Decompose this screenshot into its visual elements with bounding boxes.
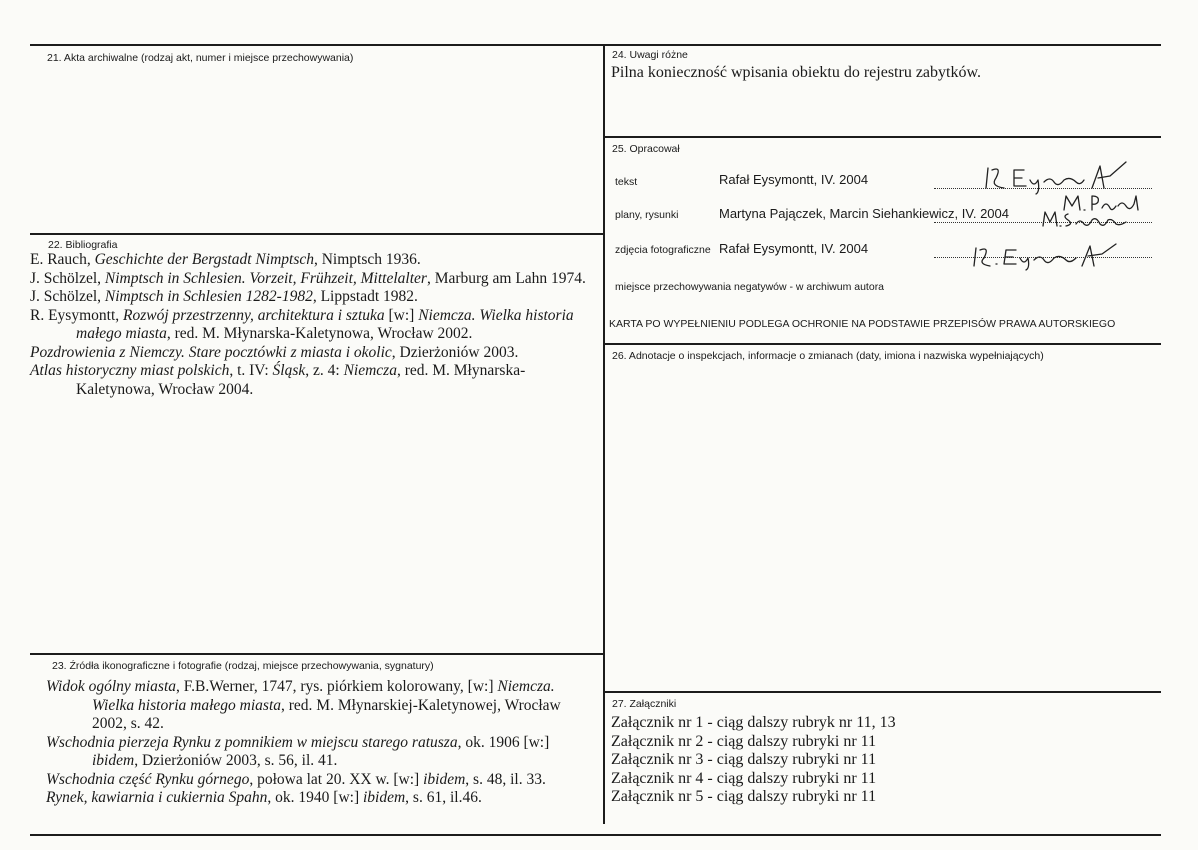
section-27-label: 27. Załączniki	[612, 698, 677, 710]
author-plans: Martyna Pajączek, Marcin Siehankiewicz, IV. 2004	[719, 206, 1009, 221]
negatives-storage: miejsce przechowywania negatywów - w archiwum autora	[615, 281, 885, 293]
role-photos: zdjęcia fotograficzne	[615, 244, 711, 256]
bibliography-entry	[30, 362, 598, 399]
iconography-entry	[46, 734, 599, 771]
bibliography-entry-segment: , t. IV:	[229, 362, 273, 379]
divider-21-22	[30, 233, 603, 235]
iconography-entry-segment: Widok ogólny miasta	[46, 678, 177, 695]
signature-siehankiewicz	[1040, 206, 1130, 230]
bibliography-entry-segment: , Marburg am Lahn 1974.	[426, 269, 586, 287]
bibliography-entry-segment: Geschichte der Bergstadt Nimptsch	[94, 251, 314, 268]
bibliography-entry-segment: , Nimptsch 1936.	[313, 251, 421, 268]
role-text: tekst	[615, 176, 638, 188]
bibliography-entry	[30, 288, 598, 307]
iconography-entry-segment: , F.B.Werner, 1747, rys. piórkiem kolorowany, [w:]	[176, 678, 498, 695]
iconography-entry	[46, 771, 599, 790]
section-25-label: 25. Opracował	[612, 143, 680, 155]
bibliography-entry	[30, 270, 598, 289]
bibliography-entry-segment: R. Eysymontt,	[30, 306, 124, 324]
divider-22-23	[30, 653, 603, 655]
section-26-label: 26. Adnotacje o inspekcjach, informacje o zmianach (daty, imiona i nazwiska wypełniających)	[612, 350, 1044, 362]
iconography-entry-segment: ibidem	[92, 752, 135, 769]
iconography-entry	[46, 678, 599, 734]
iconography-entry-segment: , s. 48, il. 33.	[465, 770, 546, 788]
iconography-entry-segment: Wschodnia część Rynku górnego	[46, 770, 250, 788]
bibliography-list	[30, 251, 598, 399]
iconography-entry-segment: , red. M. Młynarskiej-Kaletynowej, Wrocław 2002, s. 42.	[92, 696, 561, 732]
bibliography-entry-segment: Nimptsch in Schlesien. Vorzeit, Frühzeit, Mittelalter	[104, 269, 427, 287]
attachment-item-5: Załącznik nr 5 - ciąg dalszy rubryki nr 11	[611, 788, 877, 805]
top-border	[30, 44, 1161, 46]
bottom-border	[30, 834, 1161, 836]
bibliography-entry-segment: , red. M. Młynarska-Kaletynowa, Wrocław 2002.	[166, 325, 473, 342]
divider-24-25	[605, 136, 1161, 138]
author-text: Rafał Eysymontt, IV. 2004	[719, 172, 869, 187]
iconography-entry-segment: Wschodnia pierzeja Rynku z pomnikiem w miejscu starego ratusza	[46, 733, 458, 751]
bibliography-entry	[30, 307, 598, 344]
iconography-entry	[46, 789, 599, 808]
copyright-notice: KARTA PO WYPEŁNIENIU PODLEGA OCHRONIE NA PODSTAWIE PRZEPISÓW PRAWA AUTORSKIEGO	[609, 318, 1116, 330]
remarks-text: Pilna konieczność wpisania obiektu do rejestru zabytków.	[611, 64, 981, 81]
iconography-entry-segment: , połowa lat 20. XX w. [w:]	[249, 770, 424, 788]
bibliography-entry-segment: Niemcza	[343, 362, 397, 379]
iconography-entry-segment: ibidem	[423, 770, 466, 788]
bibliography-entry-segment: J. Schölzel,	[30, 288, 105, 305]
bibliography-entry-segment: [w:]	[384, 306, 419, 324]
iconography-entry-segment: , s. 61, il.46.	[405, 789, 482, 806]
iconography-entry-segment: Rynek, kawiarnia i cukiernia Spahn	[46, 789, 268, 806]
bibliography-entry-segment: , Lippstadt 1982.	[312, 288, 418, 305]
bibliography-entry-segment: E. Rauch,	[30, 251, 95, 268]
attachment-item-3: Załącznik nr 3 - ciąg dalszy rubryki nr 11	[611, 751, 877, 768]
bibliography-entry-segment: Pozdrowienia z Niemczy. Stare pocztówki z miasta i okolic	[30, 343, 392, 361]
bibliography-entry-segment: J. Schölzel,	[30, 269, 105, 287]
bibliography-entry-segment: , red. M. Młynarska-Kaletynowa, Wrocław 2004.	[76, 362, 526, 398]
role-plans: plany, rysunki	[615, 209, 679, 221]
bibliography-entry	[30, 251, 598, 270]
iconography-entry-segment: , Dzierżoniów 2003, s. 56, il. 41.	[134, 752, 338, 769]
author-photos: Rafał Eysymontt, IV. 2004	[719, 241, 869, 256]
attachment-item-4: Załącznik nr 4 - ciąg dalszy rubryki nr 11	[611, 769, 877, 787]
section-23-label: 23. Źródła ikonograficzne i fotografie (rodzaj, miejsce przechowywania, sygnatury)	[52, 660, 434, 672]
bibliography-entry	[30, 344, 598, 363]
iconography-entry-segment: ibidem	[362, 789, 406, 806]
iconography-entry-segment: Niemcza. Wielka historia małego miasta	[92, 678, 555, 714]
bibliography-entry-segment: Śląsk	[272, 362, 306, 379]
attachments-list	[611, 714, 1159, 807]
attachment-item-2: Załącznik nr 2 - ciąg dalszy rubryki nr 11	[611, 732, 877, 750]
bibliography-entry-segment: , z. 4:	[305, 362, 344, 379]
signature-eysymontt-1	[980, 158, 1140, 194]
bibliography-entry-segment: Niemcza. Wielka historia małego miasta	[76, 306, 574, 342]
section-21-label: 21. Akta archiwalne (rodzaj akt, numer i miejsce przechowywania)	[47, 52, 354, 64]
attachment-item-1: Załącznik nr 1 - ciąg dalszy rubryk nr 11, 13	[611, 714, 896, 731]
section-22-label: 22. Bibliografia	[48, 239, 118, 251]
section-24-label: 24. Uwagi różne	[612, 49, 688, 61]
divider-25-26	[605, 343, 1161, 345]
iconography-list	[46, 678, 599, 808]
column-divider	[603, 44, 605, 824]
iconography-entry-segment: , ok. 1940 [w:]	[267, 789, 363, 806]
bibliography-entry-segment: , Dzierżoniów 2003.	[391, 343, 519, 361]
bibliography-entry-segment: Atlas historyczny miast polskich	[30, 362, 230, 379]
bibliography-entry-segment: Rozwój przestrzenny, architektura i sztuka	[123, 306, 385, 324]
iconography-entry-segment: , ok. 1906 [w:]	[457, 733, 550, 751]
bibliography-entry-segment: Nimptsch in Schlesien 1282-1982	[104, 288, 313, 305]
signature-eysymontt-2	[968, 238, 1128, 270]
divider-26-27	[605, 691, 1161, 693]
